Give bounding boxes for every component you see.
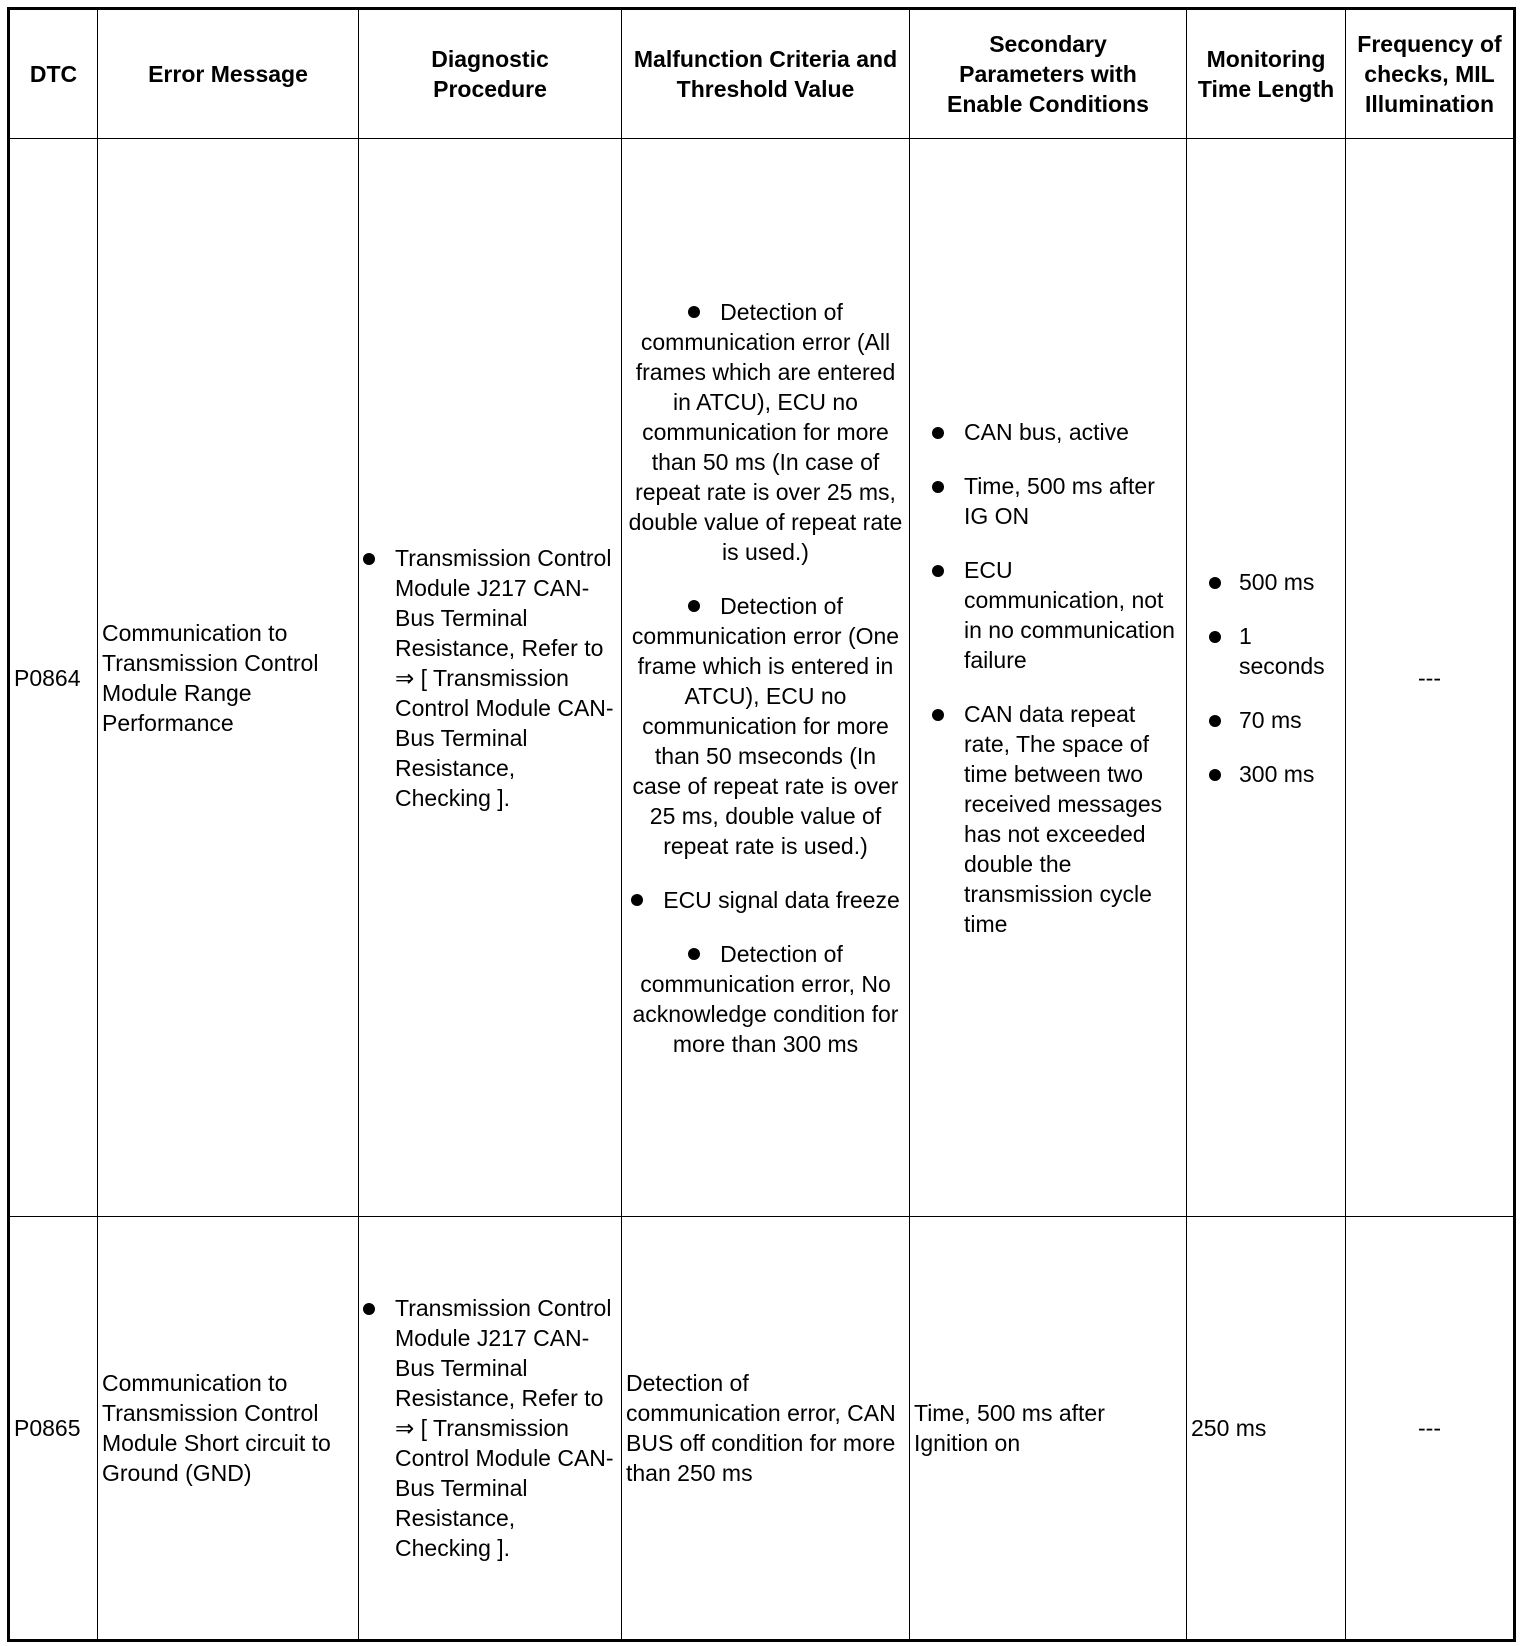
list-item: Time, 500 ms after IG ON [912,471,1176,531]
table-row [9,1217,1515,1641]
dtc-code: P0864 [9,139,98,1217]
bullet-icon [688,306,700,318]
criteria-text: ECU signal data freeze [663,886,900,913]
bullet-icon [688,600,700,612]
frequency: --- [1346,1217,1515,1641]
list-item: CAN data repeat rate, The space of time between two received messages has not exceeded double the transmission cycle time [912,699,1176,939]
list-item: 70 ms [1189,705,1343,735]
list-item [628,591,903,861]
list-item: 300 ms [1189,759,1343,789]
frequency: --- [1346,139,1515,1217]
header-secondary-parameters: Secondary Parameters with Enable Conditions [910,9,1187,139]
list-item: 1 seconds [1189,621,1343,681]
monitoring-time: 250 ms [1187,1217,1346,1641]
bullet-icon [631,894,643,906]
header-error-message: Error Message [98,9,359,139]
secondary-parameters [910,139,1187,1217]
table-row [9,139,1515,1217]
header-malfunction-criteria: Malfunction Criteria and Threshold Value [622,9,910,139]
header-monitoring-time: Monitoring Time Length [1187,9,1346,139]
bullet-icon [688,948,700,960]
error-message: Communication to Transmission Control Module Short circuit to Ground (GND) [98,1217,359,1641]
list-item [628,885,903,915]
monitoring-time-list [1189,567,1343,789]
header-row [9,9,1515,139]
secondary-parameters: Time, 500 ms after Ignition on [910,1217,1187,1641]
list-item [628,939,903,1059]
secondary-parameters-list [912,417,1176,939]
diagnostic-procedure-text: Transmission Control Module J217 CAN-Bus Terminal Resistance, Refer to ⇒ [ Transmission Control Module CAN-Bus Terminal Resistance, Checking ]. [363,1293,617,1563]
malfunction-criteria [622,139,910,1217]
dtc-table [7,7,1516,1642]
diagnostic-procedure [359,139,622,1217]
criteria-text: Detection of communication error (All frames which are entered in ATCU), ECU no communication for more than 50 ms (In case of repeat rate is over 25 ms, double value of repeat rate is used.) [628,298,903,565]
header-frequency: Frequency of checks, MIL Illumination [1346,9,1515,139]
list-item: 500 ms [1189,567,1343,597]
criteria-text: Detection of communication error, No acknowledge condition for more than 300 ms [632,940,899,1057]
list-item: ECU communication, not in no communication failure [912,555,1176,675]
criteria-text: Detection of communication error (One frame which is entered in ATCU), ECU no communication for more than 50 mseconds (In case of repeat rate is over 25 ms, double value of repeat rate is used.) [631,592,900,859]
error-message: Communication to Transmission Control Module Range Performance [98,139,359,1217]
diagnostic-procedure [359,1217,622,1641]
header-diagnostic-procedure: Diagnostic Procedure [359,9,622,139]
header-dtc: DTC [9,9,98,139]
malfunction-criteria-list [628,297,903,1059]
malfunction-criteria: Detection of communication error, CAN BUS off condition for more than 250 ms [622,1217,910,1641]
monitoring-time [1187,139,1346,1217]
diagnostic-procedure-text: Transmission Control Module J217 CAN-Bus Terminal Resistance, Refer to ⇒ [ Transmission Control Module CAN-Bus Terminal Resistance, Checking ]. [363,543,617,813]
dtc-code: P0865 [9,1217,98,1641]
list-item: CAN bus, active [912,417,1176,447]
list-item [628,297,903,567]
